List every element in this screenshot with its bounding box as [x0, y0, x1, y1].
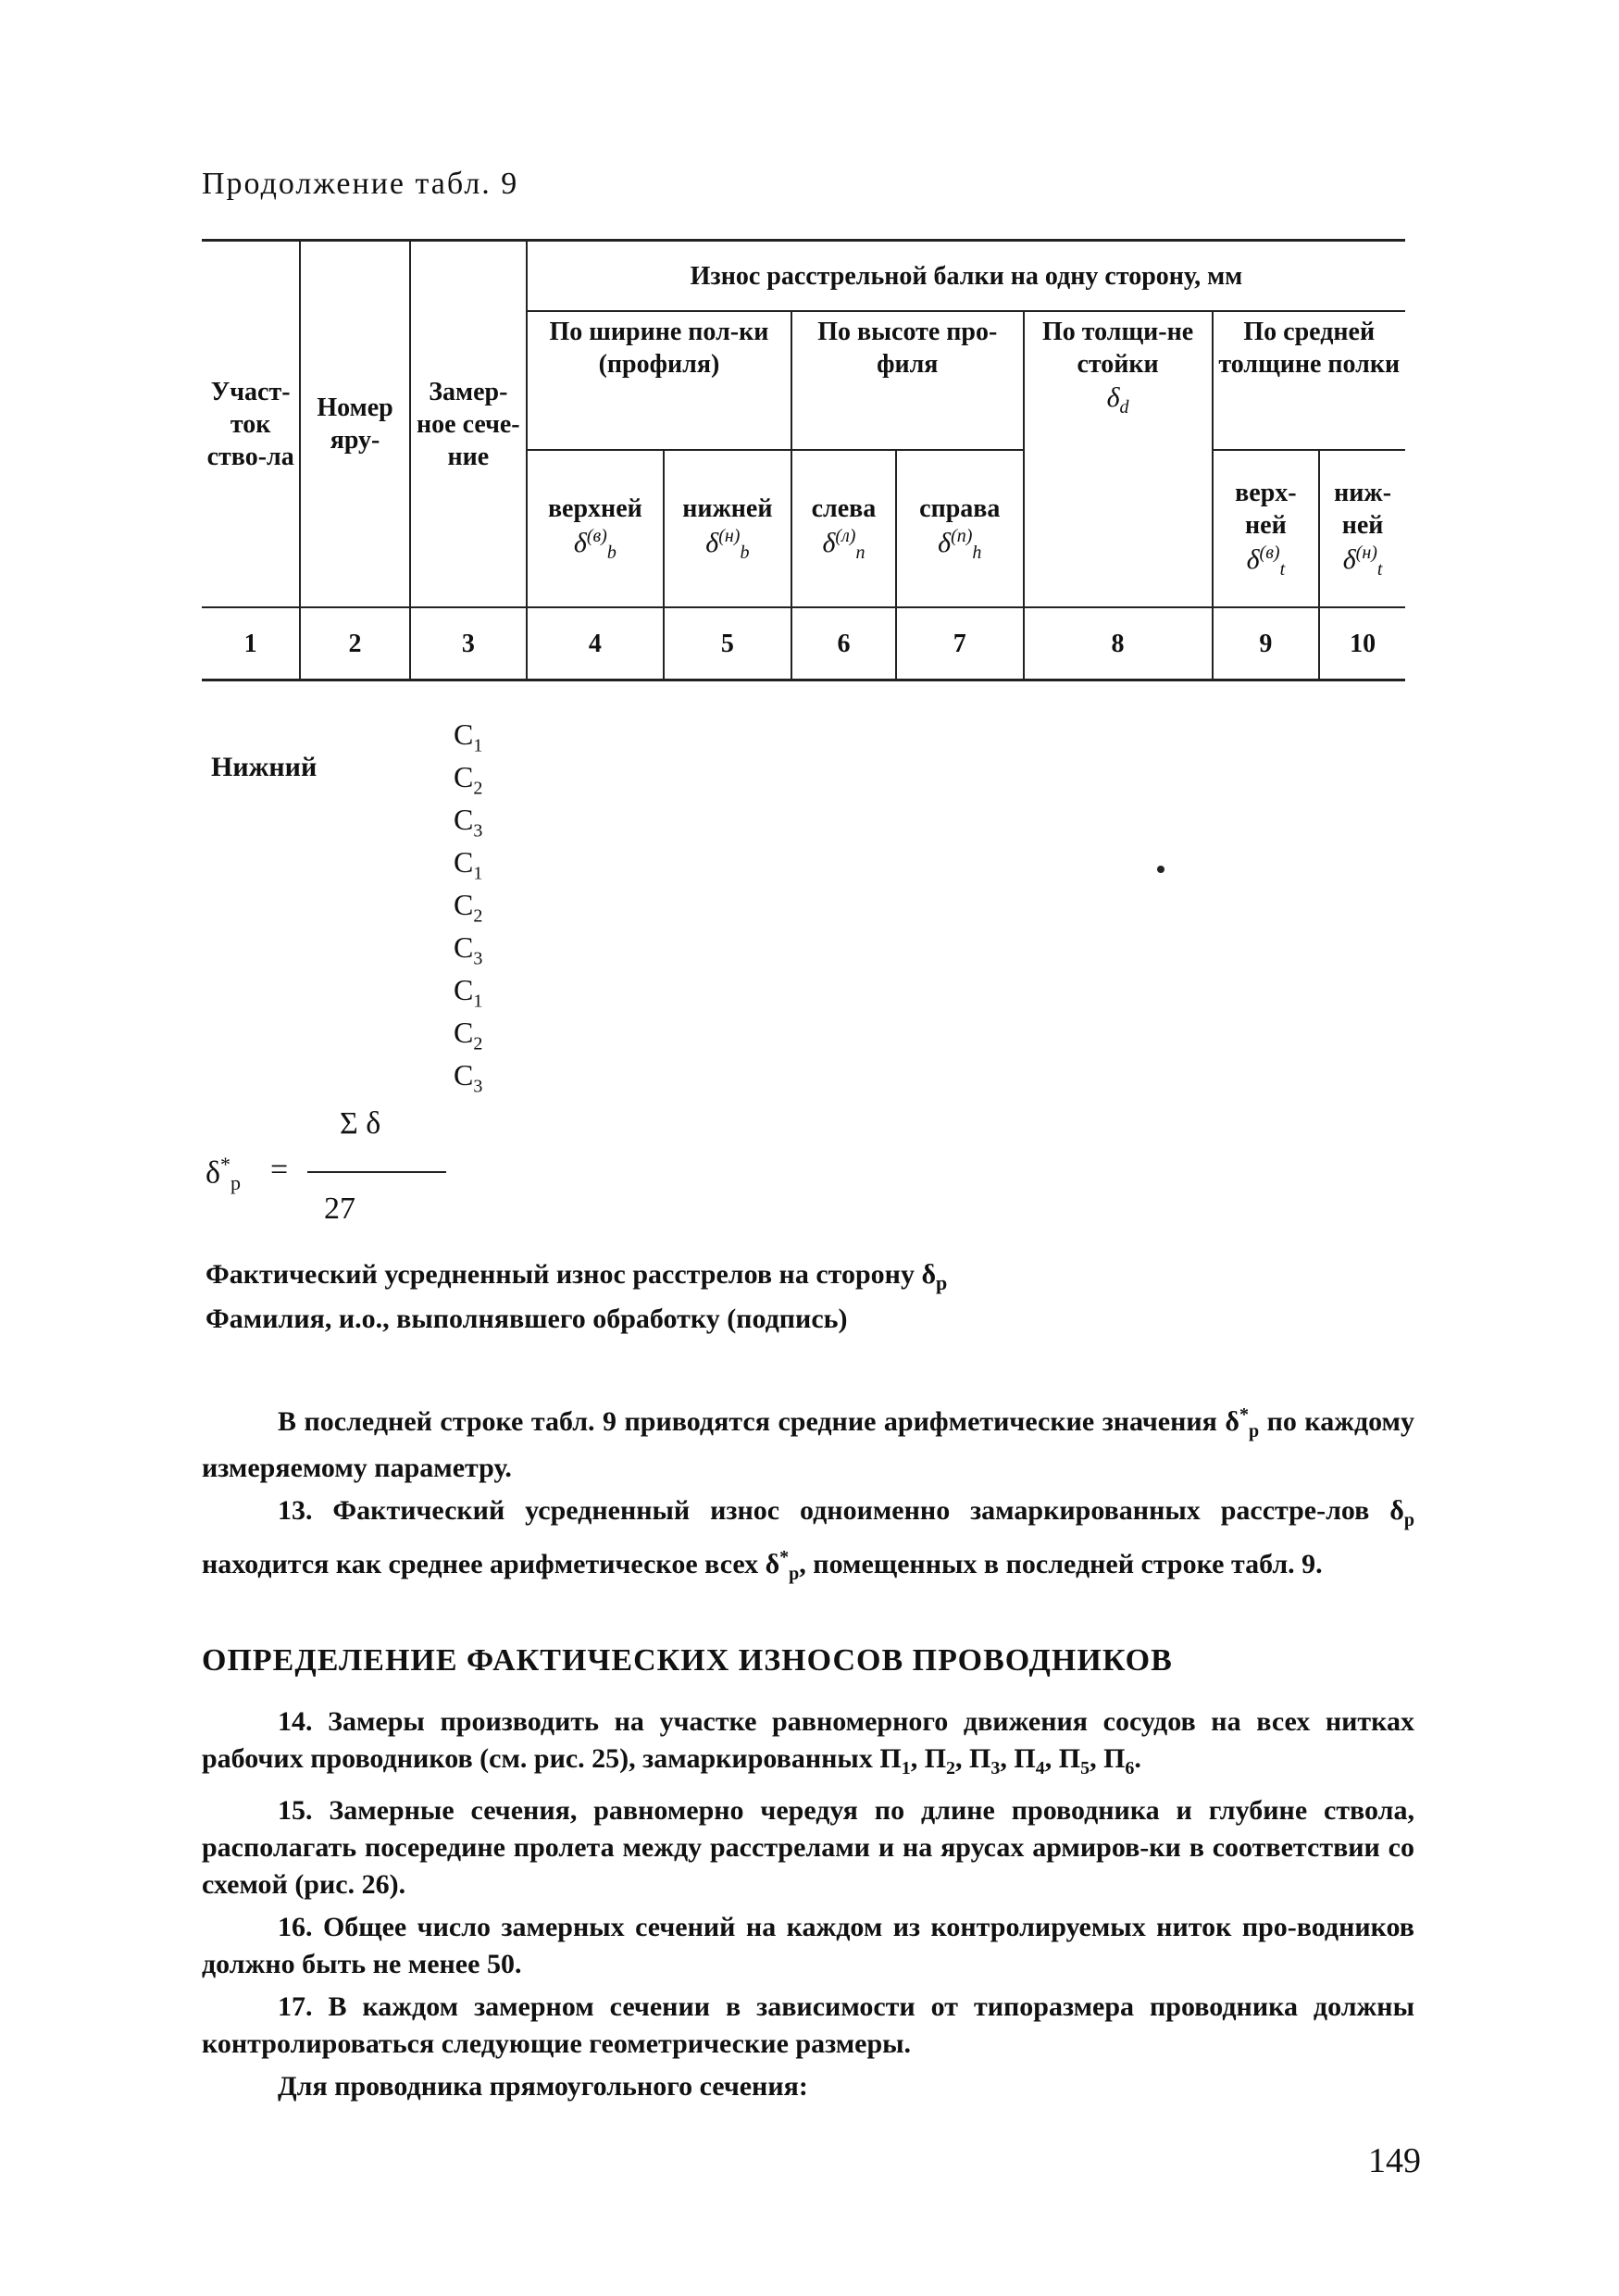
symbol-delta-t-top: $\delta^{(в)}_t$	[1246, 542, 1286, 580]
symbol-delta-h-right: $\delta^{(n)}_h$	[938, 526, 982, 563]
header-width-top: верхней $\delta^{(в)}_b$	[527, 450, 664, 607]
section-item: $С_2$	[454, 760, 483, 799]
col-number: 4	[527, 607, 664, 680]
section-item: $С_1$	[454, 973, 483, 1012]
symbol-delta-b-top: $\delta^{(в)}_b$	[573, 526, 616, 563]
section-item: $С_2$	[454, 888, 483, 927]
header-height-right: справа $\delta^{(n)}_h$	[896, 450, 1024, 607]
header-measured-section: Замер-ное сече-ние	[410, 241, 527, 608]
col-number: 7	[896, 607, 1024, 680]
header-avg-top: верх-ней $\delta^{(в)}_t$	[1213, 450, 1320, 607]
col-number: 9	[1213, 607, 1320, 680]
actual-wear-note: Фактический усредненный износ расстрелов на сторону $\delta_р$	[205, 1259, 948, 1294]
section-item: $С_1$	[454, 718, 483, 756]
paragraph-16: 16. Общее число замерных сечений на каждом из контролируемых ниток про-водников должно быть не менее 50.	[202, 1912, 1414, 1979]
formula-numerator: Σ δ	[340, 1106, 381, 1141]
header-width-bottom: нижней $\delta^{(н)}_b$	[664, 450, 791, 607]
section-item: $С_3$	[454, 1058, 483, 1097]
stray-dot	[1157, 866, 1164, 873]
formula-equals: =	[270, 1153, 289, 1187]
col-number: 5	[664, 607, 791, 680]
paragraph-rectangular: Для проводника прямоугольного сечения:	[278, 2071, 808, 2102]
tier-label: Нижний	[211, 752, 318, 782]
paragraph-last-row: В последней строке табл. 9 приводятся средние арифметические значения $\delta^*_р$ по каждому измеряемому параметру.	[202, 1404, 1414, 1483]
header-section: Участ-ток ство-ла	[202, 241, 300, 608]
symbol-delta-t-bottom: $\delta^{(н)}_t$	[1342, 542, 1383, 580]
header-avg-bottom: ниж-ней $\delta^{(н)}_t$	[1319, 450, 1405, 607]
header-by-width: По ширине пол-ки (профиля)	[527, 311, 791, 450]
section-item: $С_1$	[454, 845, 483, 884]
symbol-delta-n-left: $\delta^{(л)}_n$	[822, 526, 866, 563]
col-number: 1	[202, 607, 300, 680]
header-wear-group: Износ расстрельной балки на одну сторону, мм	[527, 241, 1405, 312]
signature-note: Фамилия, и.о., выполнявшего обработку (подпись)	[205, 1304, 848, 1334]
paragraph-17: 17. В каждом замерном сечении в зависимости от типоразмера проводника должны контролироваться следующие геометрические размеры.	[202, 1991, 1414, 2059]
col-number: 10	[1319, 607, 1405, 680]
col-number: 6	[791, 607, 896, 680]
paragraph-13: 13. Фактический усредненный износ одноименно замаркированных расстре-лов $\delta_р$ находится как среднее арифметическое всех $\delta^*_р$, помещенных в последней строке табл. 9.	[202, 1495, 1414, 1584]
paragraph-15: 15. Замерные сечения, равномерно чередуя по длине проводника и глубине ствола, располагать посередине пролета между расстрелами и на ярусах армиров-ки в соответствии со схемой (рис. 26).	[202, 1795, 1414, 1900]
section-item: $С_3$	[454, 803, 483, 842]
symbol-delta-d: $\delta_d$	[1106, 382, 1129, 418]
table-caption: Продолжение табл. 9	[202, 167, 519, 201]
text-block-1	[202, 1396, 1414, 1598]
section-item: $С_2$	[454, 1016, 483, 1054]
section-item: $С_3$	[454, 930, 483, 969]
symbol-delta-b-bottom: $\delta^{(н)}_b$	[705, 526, 750, 563]
column-number-row	[202, 607, 1405, 680]
header-by-thickness: По толщи-не стойки $\delta_d$	[1024, 311, 1213, 607]
page-number: 149	[1368, 2141, 1421, 2180]
fraction-bar	[307, 1171, 446, 1173]
section-list	[454, 713, 482, 1096]
section-heading: ОПРЕДЕЛЕНИЕ ФАКТИЧЕСКИХ ИЗНОСОВ ПРОВОДНИКОВ	[202, 1643, 1173, 1678]
col-number: 8	[1024, 607, 1213, 680]
col-number: 3	[410, 607, 527, 680]
header-by-average: По средней толщине полки	[1213, 311, 1405, 450]
average-formula	[205, 1106, 446, 1227]
paragraph-14: 14. Замеры производить на участке равномерного движения сосудов на всех нитках рабочих проводников (см. рис. 25), замаркированных $П_1$, $П_2$, $П_3$, $П_4$, $П_5$, $П_6$.	[202, 1706, 1414, 1778]
header-by-height: По высоте про-филя	[791, 311, 1024, 450]
header-height-left: слева $\delta^{(л)}_n$	[791, 450, 896, 607]
header-tier: Номер яру-	[300, 241, 409, 608]
formula-denominator: 27	[324, 1192, 355, 1226]
col-number: 2	[300, 607, 409, 680]
wear-table	[202, 239, 1405, 681]
text-block-2	[202, 1703, 1414, 2111]
formula-lhs: $\delta^*_р$	[205, 1153, 242, 1195]
